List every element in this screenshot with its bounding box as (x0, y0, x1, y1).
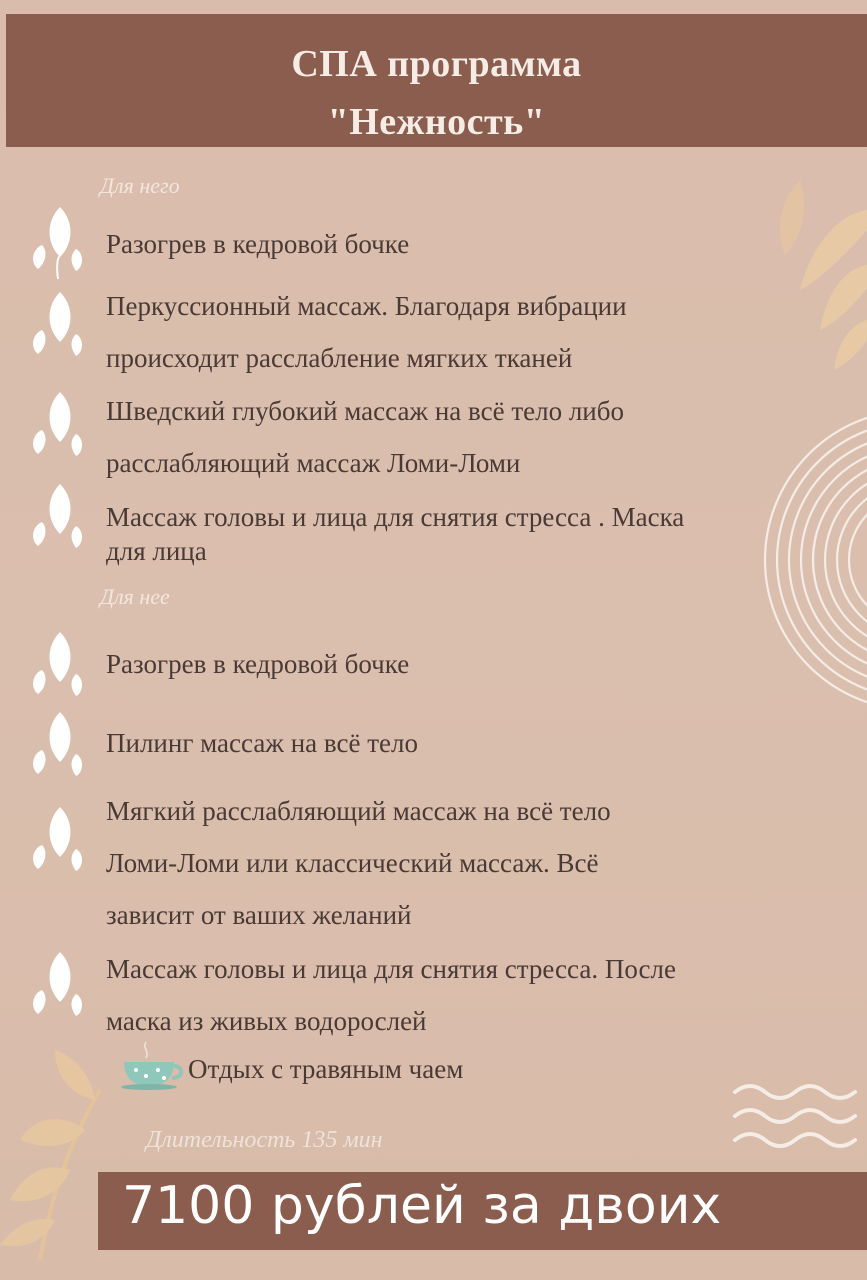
leaf-icon (28, 710, 84, 786)
tea-text: Отдых с травяным чаем (188, 1054, 464, 1084)
leaf-icon (28, 205, 84, 281)
tea-cup-icon (118, 1040, 188, 1090)
item-text: Массаж головы и лица для снятия стресса. После (106, 954, 676, 984)
list-item (106, 500, 826, 568)
item-text: Перкуссионный массаж. Благодаря вибрации (106, 291, 627, 321)
leaf-icon (28, 482, 84, 558)
leaf-icon (28, 950, 84, 1026)
item-text: Пилинг массаж на всё тело (106, 728, 418, 758)
section-label-for-him: Для него (100, 173, 180, 198)
price-banner (98, 1172, 867, 1250)
item-text: Разогрев в кедровой бочке (106, 229, 410, 259)
section-label-for-her: Для нее (100, 584, 170, 609)
page-title: СПА программа (291, 43, 582, 85)
list-item (106, 943, 826, 1047)
duration-label: Длительность 135 мин (146, 1127, 383, 1153)
title-banner (6, 14, 867, 147)
item-text: маска из живых водорослей (106, 1006, 427, 1036)
item-text: расслабляющий массаж Ломи-Ломи (106, 448, 521, 478)
leaf-icon (28, 390, 84, 466)
item-text: Шведский глубокий массаж на всё тело либо (106, 396, 624, 426)
list-item (106, 785, 826, 941)
program-name: "Нежность" (327, 101, 546, 143)
item-text: Ломи-Ломи или классический массаж. Всё (106, 848, 599, 878)
item-text: Мягкий расслабляющий массаж на всё тело (106, 796, 611, 826)
item-text: Массаж головы и лица для снятия стресса . Маска (106, 502, 685, 532)
list-item (106, 218, 826, 270)
list-item (106, 717, 826, 769)
list-item (106, 638, 826, 690)
leaf-icon (28, 630, 84, 706)
item-text: зависит от ваших желаний (106, 900, 412, 930)
price-text: 7100 рублей за двоих (122, 1176, 722, 1236)
item-text: для лица (106, 536, 207, 566)
item-text: Разогрев в кедровой бочке (106, 649, 410, 679)
decorative-waves (730, 1080, 867, 1150)
list-item (106, 385, 826, 489)
leaf-icon (28, 805, 84, 881)
leaf-icon (28, 290, 84, 366)
item-text: происходит расслабление мягких тканей (106, 343, 573, 373)
list-item (106, 280, 826, 384)
